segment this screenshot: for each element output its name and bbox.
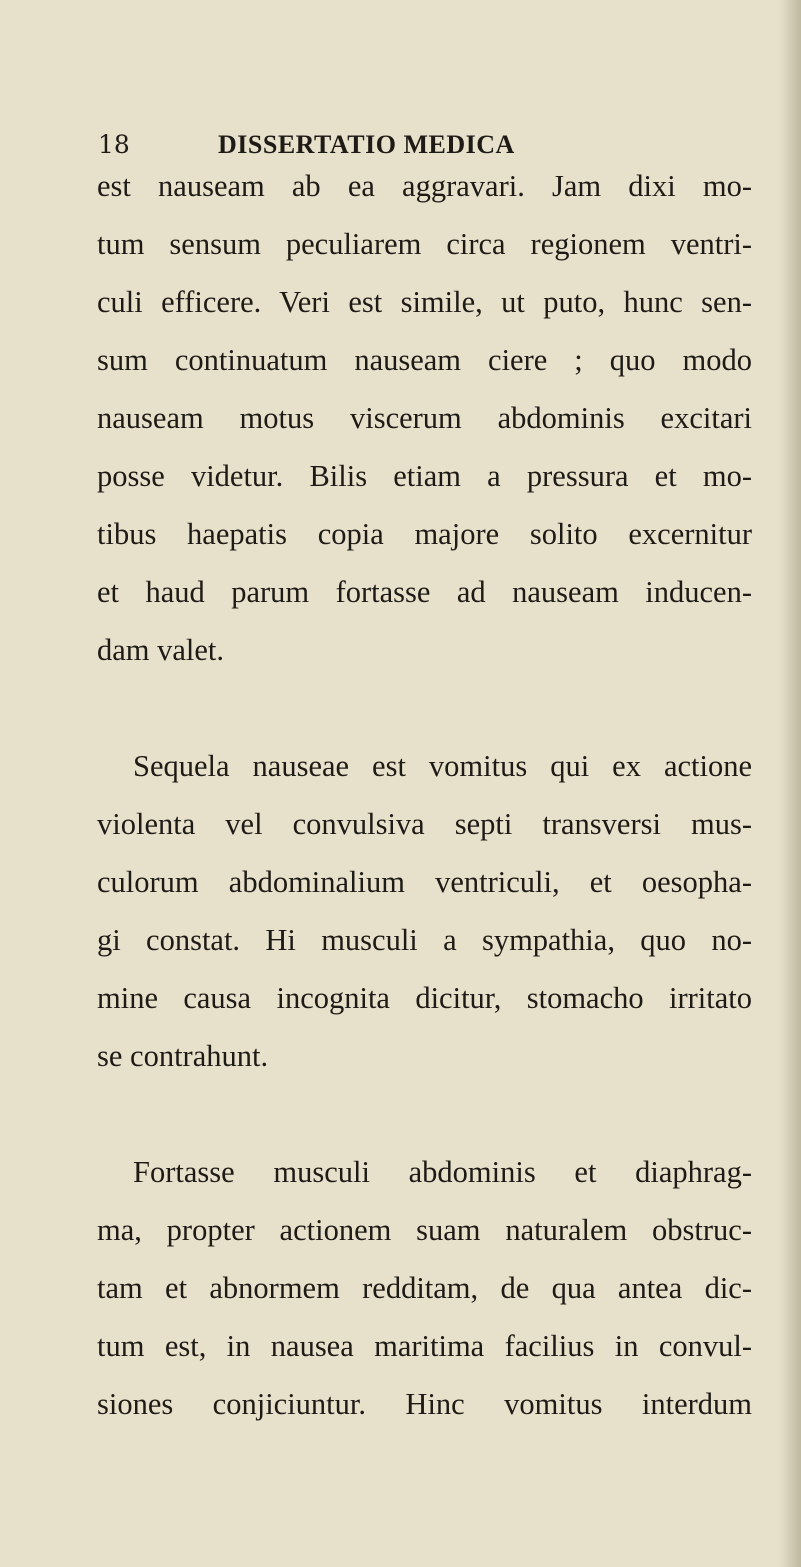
text-line: dam valet. [97, 633, 225, 667]
text-line: gi constat. Hi musculi a sympathia, quo no- [97, 923, 752, 957]
text-line: et haud parum fortasse ad nauseam inducen- [97, 575, 752, 609]
text-line: posse videtur. Bilis etiam a pressura et mo- [97, 459, 752, 493]
text-line: tam et abnormem redditam, de qua antea dic- [97, 1271, 752, 1305]
text-line: tibus haepatis copia majore solito excernitur [97, 517, 752, 551]
running-title: DISSERTATIO MEDICA [218, 130, 515, 159]
text-line: nauseam motus viscerum abdominis excitari [97, 401, 752, 435]
text-line: est nauseam ab ea aggravari. Jam dixi mo- [97, 169, 752, 203]
text-line: violenta vel convulsiva septi transversi mus- [97, 807, 752, 841]
text-line: tum sensum peculiarem circa regionem ventri- [97, 227, 752, 261]
text-line: se contrahunt. [97, 1039, 269, 1073]
text-line: culorum abdominalium ventriculi, et oesopha- [97, 865, 752, 899]
page-number: 18 [98, 130, 130, 159]
text-line: tum est, in nausea maritima facilius in convul- [97, 1329, 752, 1363]
text-line: mine causa incognita dicitur, stomacho irritato [97, 981, 752, 1015]
page-edge-shadow [779, 0, 801, 1567]
text-line: Sequela nauseae est vomitus qui ex actione [133, 749, 752, 783]
text-line: siones conjiciuntur. Hinc vomitus interdum [97, 1387, 752, 1421]
text-line: sum continuatum nauseam ciere ; quo modo [97, 343, 752, 377]
page-header [98, 130, 658, 170]
text-line: Fortasse musculi abdominis et diaphrag- [133, 1155, 752, 1189]
text-line: culi efficere. Veri est simile, ut puto, hunc sen- [97, 285, 752, 319]
text-line: ma, propter actionem suam naturalem obstruc- [97, 1213, 752, 1247]
